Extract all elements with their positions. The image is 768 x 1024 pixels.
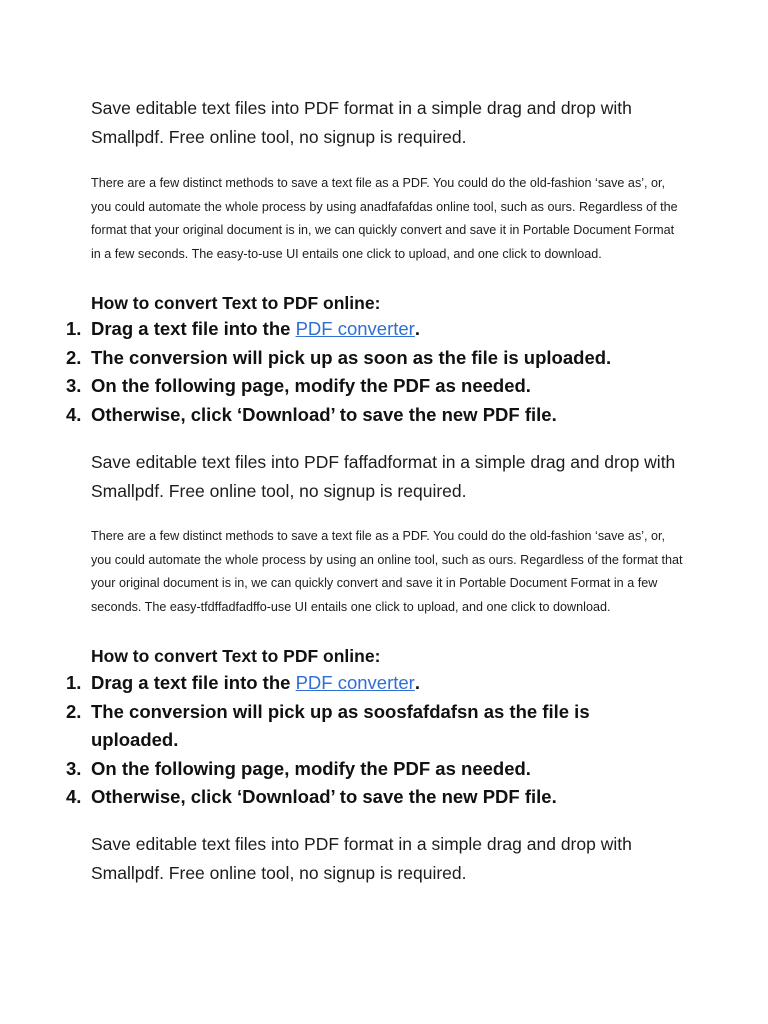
step-text-end: . [414, 318, 420, 339]
step-number: 3. [66, 375, 82, 396]
step-number: 2. [66, 700, 82, 722]
step-item [60, 783, 660, 812]
step-number: 3. [66, 757, 82, 779]
step-text: The conversion will pick up as soosfafdafsn as the file is uploaded. [91, 700, 590, 750]
step-number: 2. [66, 346, 82, 368]
intro-paragraph-2: Save editable text files into PDF faffadformat in a simple drag and drop with Smallpdf. Free online tool, no signup is required. [91, 452, 676, 501]
step-text: Drag a text file into the [91, 672, 296, 693]
step-text: On the following page, modify the PDF as needed. [91, 757, 531, 779]
howto-heading-1: How to convert Text to PDF online: [91, 293, 381, 313]
step-item [60, 401, 660, 430]
body-paragraph-2: There are a few distinct methods to save a text file as a PDF. You could do the old-fashion ‘save as’, or, you could automate the whole process by using an online tool, such as ours. Regardless of the format that your original document is in, we can quickly convert and save it in Portable Document Format in a few seconds. The easy-tfdffadfadffo-use UI entails one click to upload, and one click to download. [91, 529, 683, 614]
step-number: 4. [66, 403, 82, 425]
pdf-converter-link[interactable]: PDF converter [295, 318, 415, 339]
step-text: On the following page, modify the PDF as needed. [91, 375, 531, 396]
howto-heading-2: How to convert Text to PDF online: [91, 646, 381, 666]
steps-list-1 [60, 315, 660, 429]
step-item [60, 315, 660, 344]
step-text: Otherwise, click ‘Download’ to save the new PDF file. [91, 786, 557, 807]
step-item [60, 669, 660, 698]
step-text-end: . [414, 672, 420, 693]
step-text: Otherwise, click ‘Download’ to save the new PDF file. [91, 403, 557, 425]
step-text: The conversion will pick up as soon as the file is uploaded. [91, 346, 612, 368]
intro-paragraph-3: Save editable text files into PDF format in a simple drag and drop with Smallpdf. Free online tool, no signup is required. [91, 834, 632, 883]
step-text: Drag a text file into the [91, 318, 296, 339]
body-paragraph-1: There are a few distinct methods to save a text file as a PDF. You could do the old-fashion ‘save as’, or, you could automate the whole process by using anadfafafdas online tool, such as ours. Regardless of the format that your original document is in, we can quickly convert and save it in Portable Document Format in a few seconds. The easy-to-use UI entails one click to upload, and one click to download. [91, 176, 678, 261]
step-item [60, 372, 660, 401]
intro-paragraph-1: Save editable text files into PDF format in a simple drag and drop with Smallpdf. Free online tool, no signup is required. [91, 98, 632, 147]
step-item [60, 698, 660, 755]
pdf-converter-link[interactable]: PDF converter [295, 672, 415, 693]
step-number: 4. [66, 786, 82, 807]
step-item [60, 344, 660, 373]
step-item [60, 755, 660, 784]
steps-list-2 [60, 669, 660, 812]
step-number: 1. [66, 672, 82, 693]
step-number: 1. [66, 318, 82, 339]
